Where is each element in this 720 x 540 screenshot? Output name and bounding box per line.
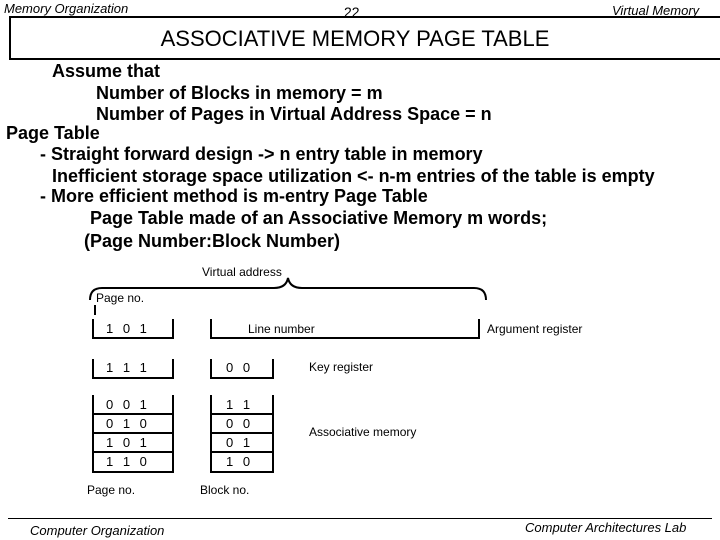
body-line-page-table: Page Table [6, 123, 100, 143]
footer-divider [8, 518, 712, 519]
argument-register-label: Argument register [487, 322, 583, 336]
header-right: Virtual Memory [612, 3, 700, 18]
virtual-address-brace [88, 276, 488, 302]
assoc-row-4-page: 1 1 0 [106, 454, 150, 469]
assoc-row-3-page: 1 0 1 [106, 435, 150, 450]
assoc-row-1-page: 0 0 1 [106, 397, 150, 412]
body-line-page-block: (Page Number:Block Number) [84, 231, 341, 251]
page-no-tick [94, 305, 96, 315]
page-no-bottom-label: Page no. [87, 483, 136, 497]
line-number-label: Line number [248, 322, 315, 336]
page-no-top-label: Page no. [96, 291, 145, 305]
key-register-block-value: 0 0 [226, 360, 254, 375]
body-line-assume: Assume that [52, 61, 161, 81]
assoc-row-3-block: 0 1 [226, 435, 254, 450]
key-register-page-value: 1 1 1 [106, 360, 150, 375]
assoc-row-1-block: 1 1 [226, 397, 254, 412]
page-number: 22 [344, 4, 360, 20]
footer-right: Computer Architectures Lab [525, 520, 687, 535]
argument-register-page-value: 1 0 1 [106, 321, 150, 336]
body-line-inefficient: Inefficient storage space utilization <- n-m entries of the table is empty [52, 166, 655, 186]
body-line-pages: Number of Pages in Virtual Address Space = n [96, 104, 492, 124]
assoc-row-4-block: 1 0 [226, 454, 254, 469]
header-left: Memory Organization [4, 1, 129, 16]
body-line-straight: - Straight forward design -> n entry table in memory [40, 144, 483, 164]
body-line-assoc: Page Table made of an Associative Memory m words; [90, 208, 548, 228]
assoc-row-2-block: 0 0 [226, 416, 254, 431]
virtual-address-label: Virtual address [202, 265, 282, 279]
page-title: ASSOCIATIVE MEMORY PAGE TABLE [160, 26, 550, 51]
body-line-blocks: Number of Blocks in memory = m [96, 83, 383, 103]
footer-left: Computer Organization [30, 523, 165, 538]
assoc-row-2-page: 0 1 0 [106, 416, 150, 431]
block-no-label: Block no. [200, 483, 250, 497]
associative-memory-label: Associative memory [309, 425, 417, 439]
key-register-label: Key register [309, 360, 374, 374]
body-line-efficient: - More efficient method is m-entry Page Table [40, 186, 428, 206]
